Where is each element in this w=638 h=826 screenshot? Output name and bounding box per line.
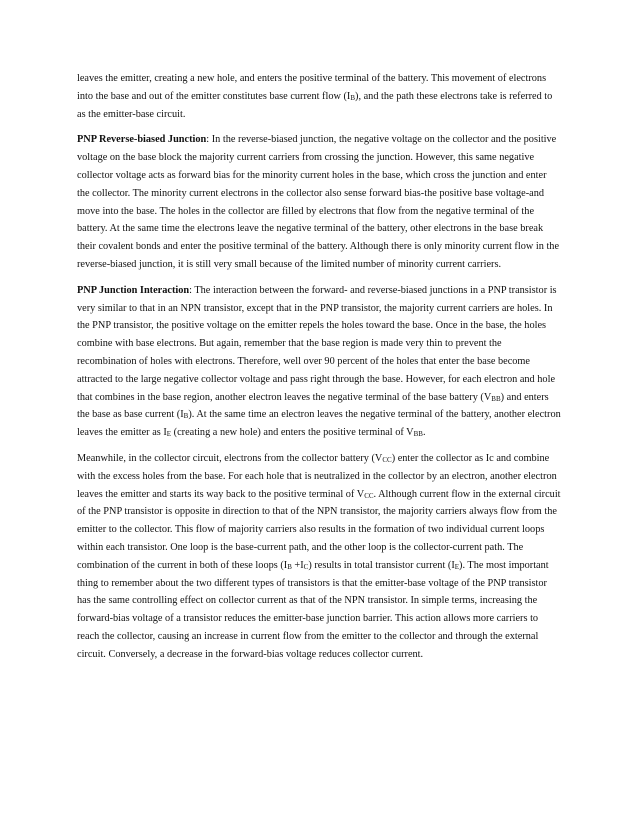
paragraph-collector-circuit <box>77 450 561 664</box>
subscript: BB <box>491 394 501 403</box>
text-segment: Meanwhile, in the collector circuit, electrons from the collector battery (V <box>77 452 383 464</box>
text-segment: (creating a new hole) and enters the positive terminal of V <box>171 427 414 439</box>
text-segment: +I <box>291 559 304 571</box>
text-segment: ) enter the collector as Ic and combine with the excess holes from the base. For each hole that is neutralized in the collector by an electron, another electron leaves the emitter and starts its way back to the positive terminal of V <box>77 452 557 500</box>
section-heading: PNP Junction Interaction <box>77 284 190 296</box>
text-segment: ), and the path these electrons take is referred to as the emitter-base circuit. <box>77 90 553 120</box>
text-segment: ) results in total transistor current (I <box>308 559 455 571</box>
text-segment: ). At the same time an electron leaves the negative terminal of the battery, another electron leaves the emitter as I <box>77 409 561 439</box>
text-segment: ). The most important thing to remember about the two different types of transistors is that the emitter-base voltage of the PNP transistor has the same controlling effect on collector current as that of the NPN transistor. In simple terms, increasing the forward-bias voltage of a transistor reduces the emitter-base junction barrier. This action allows more carriers to reach the collector, causing an increase in current flow from the emitter to the collector and through the external circuit. Conversely, a decrease in the forward-bias voltage reduces collector current. <box>77 559 549 660</box>
section-heading: PNP Reverse-biased Junction <box>77 134 207 146</box>
text-segment: ) and enters the base as base current (I <box>77 391 549 421</box>
subscript: C <box>303 562 309 571</box>
text-segment: . <box>422 427 426 439</box>
document-body <box>77 70 561 672</box>
text-segment: : The interaction between the forward- and reverse-biased junctions in a PNP transistor is very similar to that in an NPN transistor, except that in the PNP transistor, the majority current carriers are holes. In the PNP transistor, the positive voltage on the emitter repels the holes toward the base. Once in the base, the holes combine with base electrons. But again, remember that the base region is made very thin to prevent the recombination of holes with electrons. Therefore, well over 90 percent of the holes that enter the base become attracted to the large negative collector voltage and pass right through the base. However, for each electron and hole that combines in the base region, another electron leaves the negative terminal of the base battery (V <box>77 284 557 403</box>
subscript: B <box>350 93 356 102</box>
subscript: CC <box>382 455 392 464</box>
paragraph-reverse-biased-junction <box>77 131 561 273</box>
subscript: CC <box>364 491 374 500</box>
subscript: BB <box>413 430 423 439</box>
subscript: B <box>287 562 292 571</box>
paragraph-junction-interaction <box>77 282 561 442</box>
subscript: B <box>183 412 189 421</box>
text-segment: leaves the emitter, creating a new hole, and enters the positive terminal of the battery. This movement of electrons into the base and out of the emitter constitutes base current flow (I <box>77 73 547 102</box>
paragraph-emitter-base-circuit <box>77 70 561 123</box>
subscript: E <box>454 562 460 571</box>
text-segment: : In the reverse-biased junction, the negative voltage on the collector and the positive voltage on the base block the majority current carriers from crossing the junction. However, this same negative collector voltage acts as forward bias for the minority current holes in the base, which cross the junction and enter the collector. The minority current electrons in the collector also sense forward bias-the positive base voltage-and move into the base. The holes in the collector are filled by electrons that flow from the negative terminal of the battery. At the same time the electrons leave the negative terminal of the battery, other electrons in the base break their covalent bonds and enter the positive terminal of the battery. Although there is only minority current flow in the reverse-biased junction, it is still very small because of the limited number of minority current carriers. <box>77 134 560 270</box>
text-segment: . Although current flow in the external circuit of the PNP transistor is opposite in direction to that of the NPN transistor, the majority carriers always flow from the emitter to the collector. This flow of majority carriers also results in the formation of two individual current loops within each transistor. One loop is the base-current path, and the other loop is the collector-current path. The combination of the current in both of these loops (I <box>77 488 561 571</box>
subscript: E <box>166 430 172 439</box>
